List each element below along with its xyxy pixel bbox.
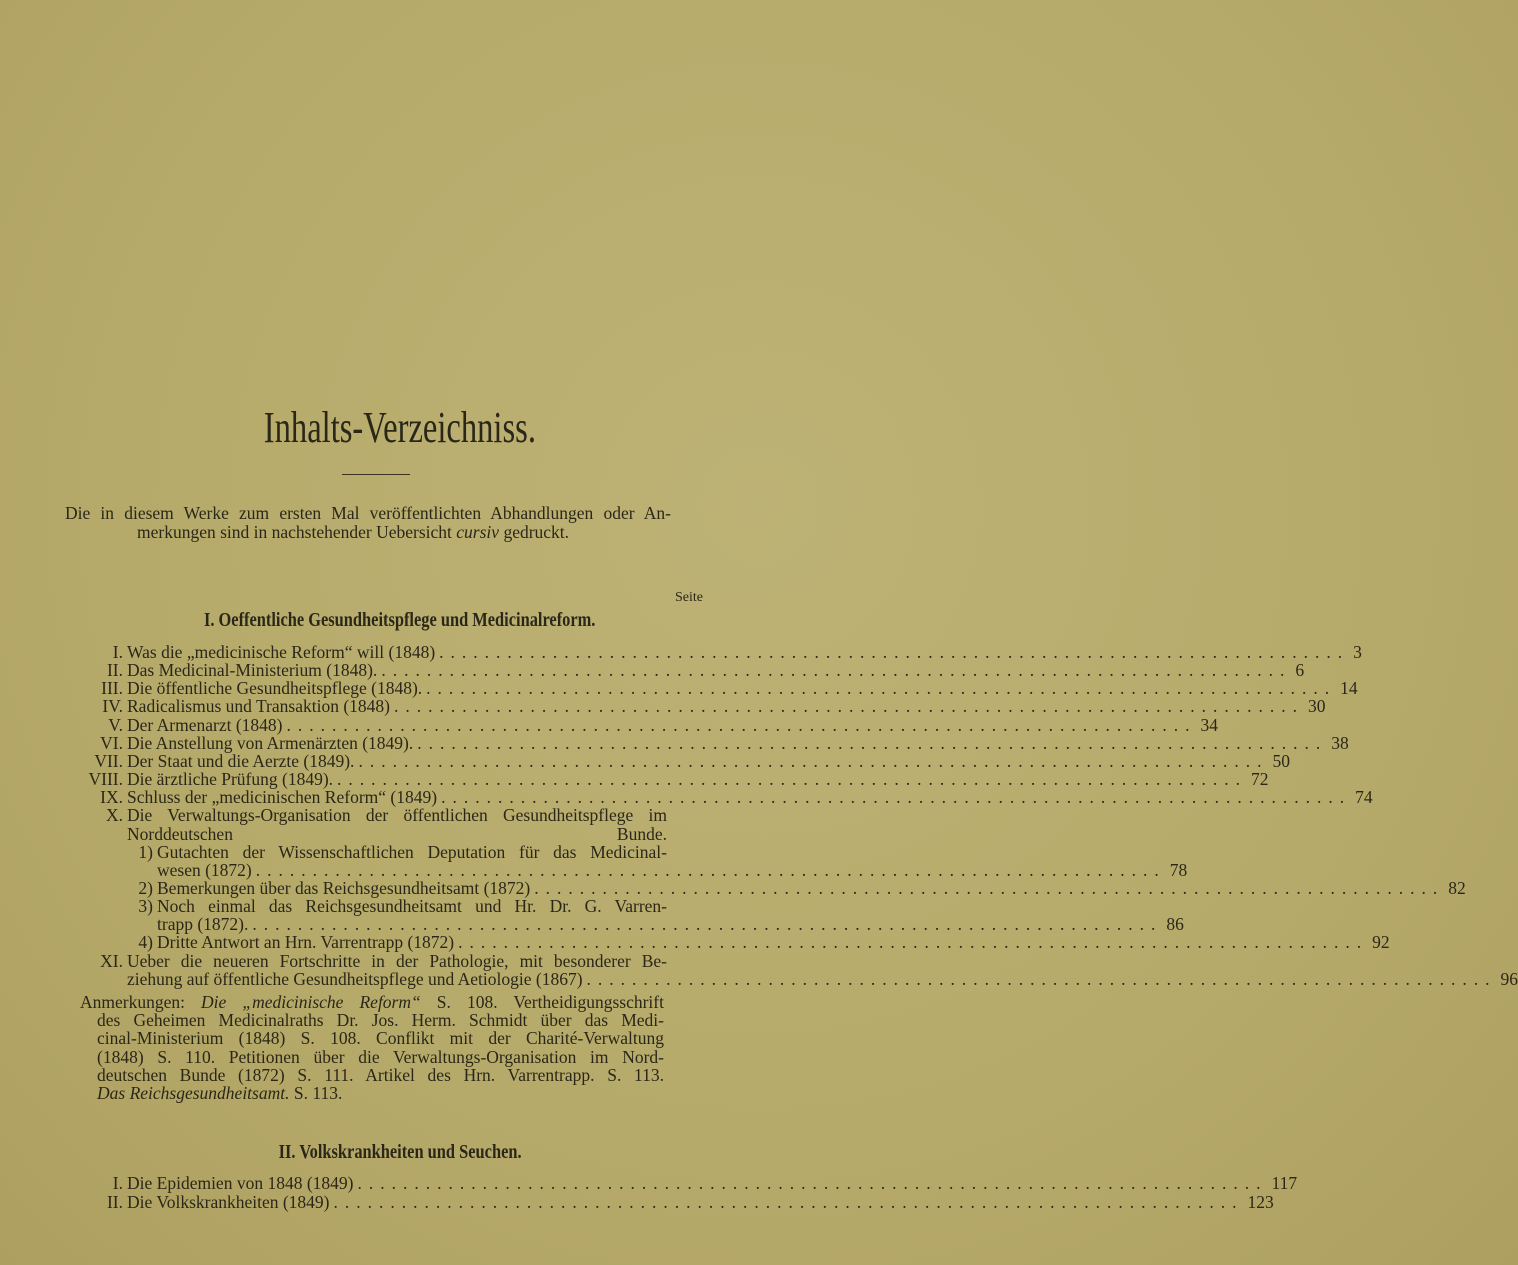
dot-leader: ................................................................................ bbox=[417, 732, 1328, 753]
dot-leader: ................................................................................ bbox=[333, 1192, 1244, 1212]
toc-page-number: 38 bbox=[1331, 732, 1349, 753]
toc-page-number: 96 bbox=[1500, 968, 1518, 989]
dot-leader: ................................................................................ bbox=[426, 678, 1337, 699]
toc-page-number: 78 bbox=[1169, 859, 1188, 880]
notes-line: Anmerkungen: Die „medicinische Reform“ S. 108. Vertheidigungsschrift bbox=[80, 992, 664, 1012]
toc-line bbox=[138, 896, 703, 917]
section-2-heading: II. Volkskrankheiten und Seuchen. bbox=[278, 1141, 522, 1163]
toc-page-number: 123 bbox=[1247, 1192, 1274, 1212]
toc-line bbox=[100, 787, 1373, 808]
toc-page-number: 34 bbox=[1200, 714, 1218, 735]
toc-numeral: III. bbox=[101, 678, 123, 699]
toc-title: Die Verwaltungs-Organisation der öffentlichen Gesundheitspflege im bbox=[127, 805, 667, 826]
toc-numeral: IX. bbox=[100, 787, 123, 808]
toc-page-number: 117 bbox=[1271, 1173, 1298, 1193]
toc-title: Die Epidemien von 1848 (1849) bbox=[127, 1173, 354, 1193]
toc-page-number: 92 bbox=[1372, 932, 1390, 953]
toc-page-number: 30 bbox=[1307, 696, 1326, 717]
toc-title: Norddeutschen Bunde. bbox=[127, 823, 667, 844]
toc-numeral: VII. bbox=[94, 750, 123, 771]
toc-page-number: 72 bbox=[1251, 769, 1269, 790]
notes-line: des Geheimen Medicinalraths Dr. Jos. Herm. Schmidt über das Medi- bbox=[97, 1010, 664, 1030]
toc-numeral: V. bbox=[108, 714, 123, 735]
toc-title: Dritte Antwort an Hrn. Varrentrapp (1872) bbox=[157, 932, 455, 953]
toc-title: Bemerkungen über das Reichsgesundheitsamt (1872) bbox=[157, 877, 531, 898]
toc-title: Schluss der „medicinischen Reform“ (1849) bbox=[127, 787, 438, 808]
page-column-label: Seite bbox=[675, 590, 703, 605]
toc-line bbox=[157, 859, 1188, 880]
toc-line bbox=[138, 841, 703, 862]
toc-line bbox=[106, 1192, 1274, 1212]
toc-title: Radicalismus und Transaktion (1848) bbox=[127, 696, 390, 717]
toc-line bbox=[157, 914, 1184, 935]
toc-page-number: 3 bbox=[1353, 642, 1362, 662]
toc-title: Gutachten der Wissenschaftlichen Deputation für das Medicinal- bbox=[157, 841, 667, 862]
notes-line: (1848) S. 110. Petitionen über die Verwaltungs-Organisation im Nord- bbox=[97, 1047, 664, 1067]
dot-leader: ................................................................................ bbox=[439, 642, 1350, 662]
toc-numeral: II. bbox=[106, 1192, 123, 1212]
toc-numeral: IV. bbox=[102, 696, 123, 717]
toc-title: Was die „medicinische Reform“ will (1848) bbox=[127, 642, 436, 662]
dot-leader: ................................................................................ bbox=[357, 1173, 1268, 1193]
toc-title: Der Staat und die Aerzte (1849). bbox=[127, 750, 355, 771]
toc-numeral: I. bbox=[112, 1173, 123, 1193]
dot-leader: ................................................................................ bbox=[441, 787, 1352, 808]
toc-line bbox=[127, 825, 703, 843]
toc-numeral: 2) bbox=[138, 877, 153, 898]
dot-leader: ................................................................................ bbox=[381, 660, 1292, 681]
toc-page-number: 74 bbox=[1355, 787, 1373, 808]
toc-title: trapp (1872). bbox=[157, 914, 249, 935]
toc-title: Die öffentliche Gesundheitspflege (1848). bbox=[127, 678, 423, 699]
toc-numeral: 1) bbox=[138, 841, 153, 862]
toc-title: Ueber die neueren Fortschritte in der Pathologie, mit besonderer Be- bbox=[127, 950, 667, 971]
dot-leader: ................................................................................ bbox=[255, 859, 1166, 880]
toc-page-number: 6 bbox=[1295, 660, 1305, 681]
dot-leader: ................................................................................ bbox=[358, 750, 1269, 771]
toc-title: Das Medicinal-Ministerium (1848). bbox=[127, 660, 378, 681]
toc-page-number: 82 bbox=[1448, 877, 1466, 898]
dot-leader: ................................................................................ bbox=[586, 968, 1497, 989]
toc-line bbox=[112, 1173, 1298, 1193]
toc-line bbox=[106, 660, 1305, 681]
notes-line: cinal-Ministerium (1848) S. 108. Conflikt mit der Charité-Verwaltung bbox=[97, 1028, 664, 1048]
toc-numeral: 4) bbox=[138, 932, 153, 953]
toc-line bbox=[100, 950, 703, 971]
toc-numeral: VI. bbox=[100, 732, 123, 753]
toc-line bbox=[101, 678, 1358, 699]
toc-title: Die Anstellung von Armenärzten (1849). bbox=[127, 732, 414, 753]
toc-numeral: VIII. bbox=[88, 769, 123, 790]
intro-line-1: Die in diesem Werke zum ersten Mal veröffentlichten Abhandlungen oder An- bbox=[65, 503, 671, 523]
toc-line bbox=[100, 732, 1349, 753]
toc-title: Die ärztliche Prüfung (1849). bbox=[127, 769, 334, 790]
dot-leader: ................................................................................ bbox=[534, 877, 1445, 898]
section-1-heading: I. Oeffentliche Gesundheitspflege und Medicinalreform. bbox=[204, 609, 596, 631]
toc-page-number: 14 bbox=[1340, 678, 1358, 699]
dot-leader: ................................................................................ bbox=[252, 914, 1163, 935]
toc-line bbox=[138, 877, 1466, 898]
toc-line bbox=[112, 642, 1362, 662]
toc-numeral: XI. bbox=[100, 950, 123, 971]
toc-line bbox=[105, 805, 703, 826]
toc-numeral: 3) bbox=[138, 896, 153, 917]
toc-line bbox=[88, 769, 1269, 790]
toc-line bbox=[127, 968, 1518, 989]
toc-numeral: X. bbox=[105, 805, 123, 826]
page-title: Inhalts-Verzeichniss. bbox=[263, 403, 537, 452]
toc-line bbox=[94, 750, 1290, 771]
notes-line: Das Reichsgesundheitsamt. S. 113. bbox=[97, 1083, 343, 1103]
toc-title: Der Armenarzt (1848) bbox=[127, 714, 283, 735]
dot-leader: ................................................................................ bbox=[337, 769, 1248, 790]
toc-line bbox=[108, 714, 1218, 735]
intro-line-2: merkungen sind in nachstehender Uebersicht cursiv gedruckt. bbox=[137, 522, 570, 542]
toc-numeral: II. bbox=[106, 660, 123, 681]
toc-line bbox=[102, 696, 1326, 717]
toc-page-number: 50 bbox=[1272, 750, 1290, 771]
toc-title: ziehung auf öffentliche Gesundheitspflege und Aetiologie (1867) bbox=[127, 968, 583, 989]
notes-line: deutschen Bunde (1872) S. 111. Artikel des Hrn. Varrentrapp. S. 113. bbox=[97, 1065, 664, 1085]
toc-line bbox=[138, 932, 1390, 953]
dot-leader: ................................................................................ bbox=[393, 696, 1304, 717]
dot-leader: ................................................................................ bbox=[286, 714, 1197, 735]
dot-leader: ................................................................................ bbox=[458, 932, 1369, 953]
toc-title: Die Volkskrankheiten (1849) bbox=[127, 1192, 330, 1212]
toc-page-number: 86 bbox=[1166, 914, 1184, 935]
title-divider bbox=[342, 474, 410, 475]
toc-title: Noch einmal das Reichsgesundheitsamt und Hr. Dr. G. Varren- bbox=[157, 896, 667, 917]
toc-numeral: I. bbox=[112, 642, 123, 662]
toc-title: wesen (1872) bbox=[157, 859, 252, 880]
